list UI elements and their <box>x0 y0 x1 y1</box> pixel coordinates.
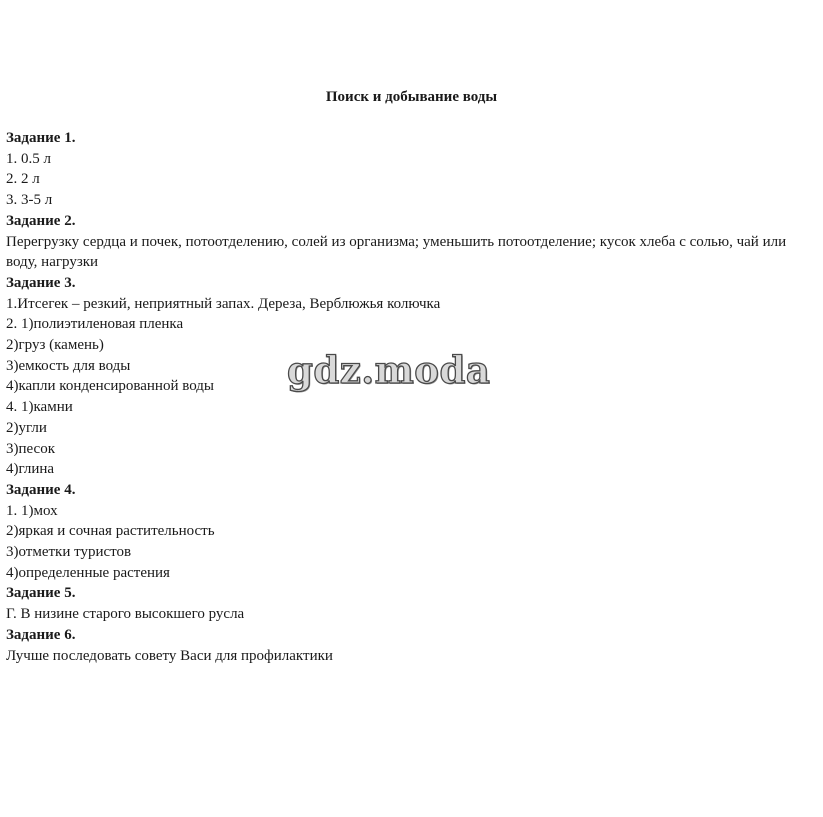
task-3-answer-2: 2. 1)полиэтиленовая пленка <box>6 316 184 333</box>
site-watermark: gdz.moda <box>287 348 491 392</box>
task-1-heading: Задание 1. <box>6 130 76 146</box>
task-3-answer-3: 2)груз (камень) <box>6 337 104 354</box>
task-4-answer-1: 1. 1)мох <box>6 502 58 519</box>
task-1-answer-3: 3. 3-5 л <box>6 192 53 209</box>
task-3-answer-8: 3)песок <box>6 440 55 457</box>
task-4-answer-2: 2)яркая и сочная растительность <box>6 523 215 540</box>
task-4-answer-3: 3)отметки туристов <box>6 544 132 561</box>
task-4-heading: Задание 4. <box>6 481 76 498</box>
task-3-answer-7: 2)угли <box>6 419 47 436</box>
task-1-answer-1: 1. 0.5 л <box>6 150 51 167</box>
task-5-answer: Г. В низине старого высокшего русла <box>6 606 245 623</box>
document-title: Поиск и добывание воды <box>325 89 498 105</box>
task-3-answer-1: 1.Итсегек – резкий, неприятный запах. Дереза, Верблюжья колючка <box>6 295 441 312</box>
task-5-heading: Задание 5. <box>6 585 76 602</box>
task-2-heading: Задание 2. <box>6 212 76 229</box>
task-3-answer-5: 4)капли конденсированной воды <box>6 378 214 395</box>
task-3-answer-6: 4. 1)камни <box>6 399 73 416</box>
task-3-heading: Задание 3. <box>6 274 76 291</box>
task-3-answer-4: 3)емкость для воды <box>6 357 131 374</box>
task-3-answer-9: 4)глина <box>6 461 55 478</box>
task-6-answer: Лучше последовать совету Васи для профилактики <box>6 647 333 664</box>
task-4-answer-4: 4)определенные растения <box>6 564 170 581</box>
document-body <box>6 128 796 666</box>
task-6-heading: Задание 6. <box>6 626 76 643</box>
task-2-answer: Перегрузку сердца и почек, потоотделению, солей из организма; уменьшить потоотделение; кусок хлеба с солью, чай или воду, нагрузки <box>6 233 787 271</box>
task-1-answer-2: 2. 2 л <box>6 171 40 188</box>
